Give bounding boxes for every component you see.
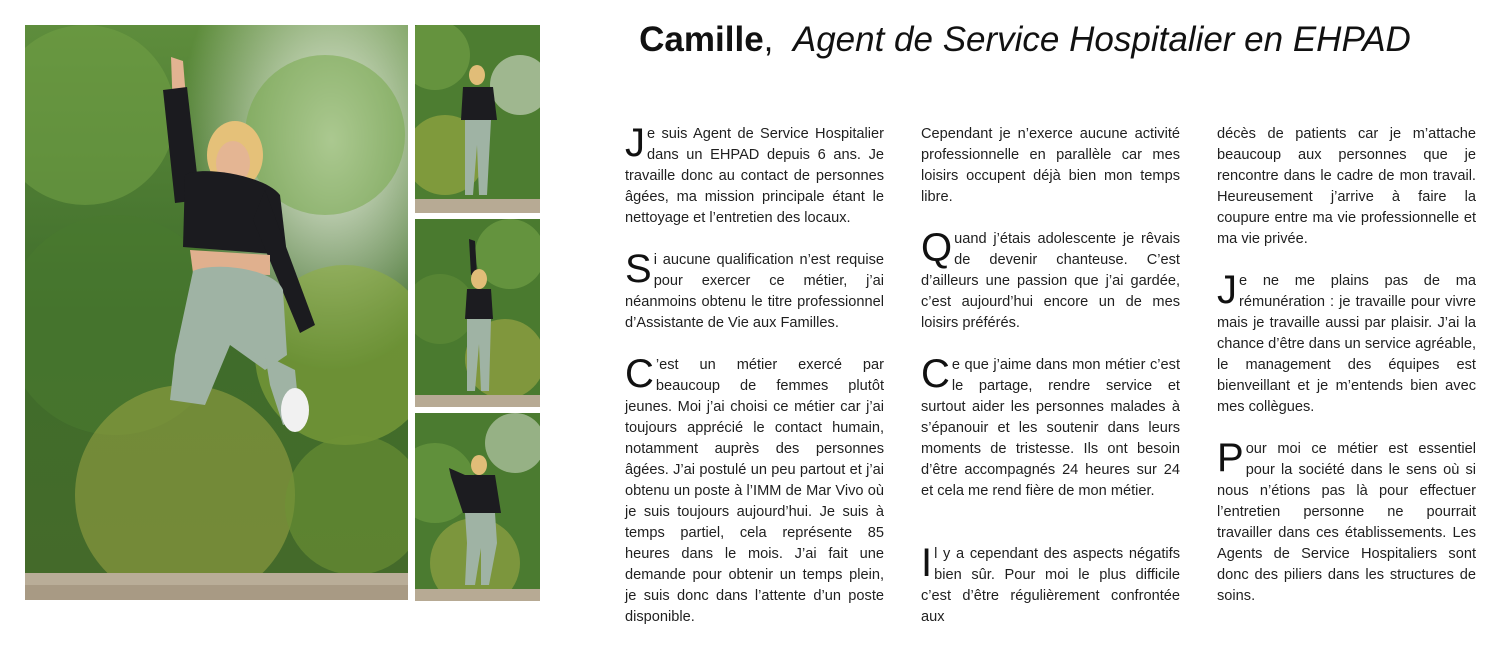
drop-cap: C (625, 352, 654, 396)
paragraph (921, 352, 1180, 502)
drop-cap: I (921, 541, 933, 585)
drop-cap: J (1217, 268, 1237, 312)
paragraph-text: i aucune qualification n’est requise pour exercer ce métier, j’ai néanmoins obtenu le titre professionnel d’Assistante de Vie aux Familles. (625, 252, 884, 331)
title-name: Camille (639, 20, 764, 59)
drop-cap: S (625, 247, 652, 291)
title-role: Agent de Service Hospitalier en EHPAD (792, 20, 1411, 59)
text-column-1 (625, 121, 884, 649)
paragraph (1217, 268, 1476, 418)
paragraph (625, 352, 884, 628)
drop-cap: C (921, 352, 950, 396)
paragraph (921, 124, 1180, 208)
paragraph (625, 121, 884, 229)
paragraph-text: décès de patients car je m’attache beaucoup aux personnes que je rencontre dans le cadre de mon travail. Heureusement j’arrive à faire la coupure entre ma vie professionnelle et ma vie privée. (1217, 126, 1476, 247)
paragraph (921, 541, 1180, 628)
photo-woman-posing (415, 413, 540, 601)
paragraph-text: Cependant je n’exerce aucune activité professionnelle en parallèle car mes loisirs occupent déjà bien mon temps libre. (921, 126, 1180, 205)
paragraph (1217, 124, 1476, 250)
paragraph-text: e que j’aime dans mon métier c’est le partage, rendre service et surtout aider les personnes malades à s’épanouir et les soutenir dans leurs moments de tristesse. Ils ont besoin d’être accompagnés 24 heures sur 24 et cela me rend fière de mon métier. (921, 357, 1180, 499)
text-column-3 (1217, 124, 1476, 628)
paragraph-text: uand j’étais adolescente je rêvais de devenir chanteuse. C’est d’ailleurs une passion que j’ai gardée, c’est aujourd’hui encore un de mes loisirs préférés. (921, 231, 1180, 331)
paragraph-text: our moi ce métier est essentiel pour la société dans le sens où si nous n’étions pas là pour effectuer l’entretien personne ne pourrait travailler dans ces établissements. Les Agents de Service Hospitaliers sont donc des piliers dans les structures de soins. (1217, 441, 1476, 604)
photo-woman-walking (415, 25, 540, 213)
drop-cap: P (1217, 436, 1244, 480)
paragraph-text: e suis Agent de Service Hospitalier dans un EHPAD depuis 6 ans. Je travaille donc au contact de personnes âgées, ma mission principale étant le nettoyage et l’entretien des locaux. (625, 126, 884, 226)
paragraph-text: l y a cependant des aspects négatifs bien sûr. Pour moi le plus difficile c’est d’être régulièrement confrontée aux (921, 546, 1180, 625)
paragraph (1217, 436, 1476, 607)
page-title (560, 18, 1490, 62)
drop-cap: J (625, 121, 645, 165)
paragraph (921, 226, 1180, 334)
paragraph-text: e ne me plains pas de ma rémunération : je travaille pour vivre mais je travaille aussi par plaisir. J’ai la chance d’être dans un service agréable, le management des équipes est bienveillant et je m’entends bien avec mes collègues. (1217, 273, 1476, 415)
text-column-2 (921, 124, 1180, 649)
drop-cap: Q (921, 226, 953, 270)
photo-jumping-woman (25, 25, 408, 600)
photo-woman-standing (415, 219, 540, 407)
title-separator: , (763, 20, 774, 59)
paragraph-text: ’est un métier exercé par beaucoup de femmes plutôt jeunes. Moi j’ai choisi ce métier car j’ai toujours apprécié le contact humain, notamment auprès des personnes âgées. J’ai postulé un peu partout et j’ai obtenu un poste à l’IMM de Mar Vivo où je suis toujours aujourd’hui. Je suis à temps partiel, cela représente 85 heures dans le mois. J’ai fait une demande pour obtenir un temps plein, je suis donc dans l’attente d’un poste disponible. (625, 357, 884, 625)
paragraph (625, 247, 884, 334)
